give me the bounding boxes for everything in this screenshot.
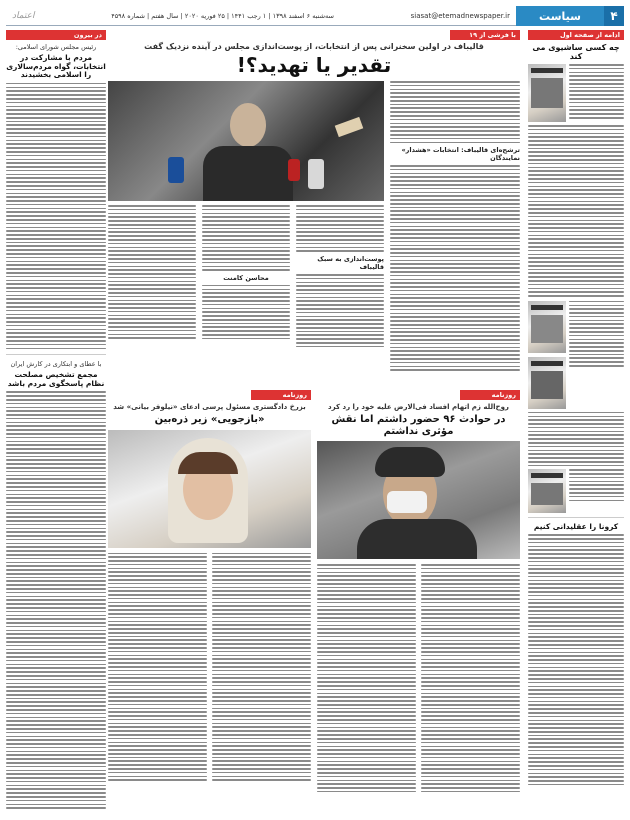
left-column — [6, 30, 106, 815]
main-kicker: قالیباف در اولین سخنرانی پس از انتخابات، از پوست‌اندازی مجلس در آینده نزدیک گفت — [144, 42, 484, 51]
newspaper-thumbnail-2 — [528, 301, 566, 353]
newspaper-thumbnail-3 — [528, 357, 566, 409]
story-zam-kicker: روح‌الله زم اتهام افساد فی‌الارض علیه خود را رد کرد — [328, 403, 509, 411]
story-zam-headline: در حوادث ۹۶ حضور داشتم اما نقش مؤثری نداشتم — [331, 414, 506, 437]
newspaper-thumbnail-1 — [528, 64, 566, 122]
story-bayani-label: روزنامه — [251, 390, 311, 400]
newspaper-thumbnail-4 — [528, 469, 566, 513]
story-zam-photo — [317, 441, 520, 559]
page-header — [6, 6, 624, 26]
left-headline: مردم با مشارکت در انتخابات، گواه مردم‌سالاری را اسلامی بخشیدند — [6, 53, 106, 80]
story-bayani — [108, 390, 311, 792]
newspaper-logo: اعتماد — [12, 10, 35, 21]
page-number: ۴ — [604, 6, 624, 26]
main-subhead-3: محاسن کامنت — [223, 273, 269, 282]
main-headline: تقدیر یا تهدید؟! — [236, 53, 392, 77]
left-column-label: در بیرون — [6, 30, 106, 40]
story-bayani-headline: «بازجویی» زیر ذره‌بین — [154, 414, 265, 425]
left-box2-kicker: با عطای و ابتکاری در کارش ایران — [10, 360, 102, 369]
main-column — [108, 30, 520, 815]
main-story-label: با فرشی از ۱۹ — [450, 30, 520, 40]
main-speaker-photo — [108, 81, 384, 201]
header-meta — [6, 6, 516, 26]
main-subhead-1: ترشح‌ه‌ای قالیباف: انتخابات «هشدار» نمایندگان — [401, 146, 520, 163]
story-bayani-photo — [108, 430, 311, 548]
right-column-text — [569, 64, 624, 122]
right-box2-title: کرونا را عقلیدانی کنیم — [533, 522, 619, 532]
story-bayani-kicker: بزرخ دادگستری مسئول پرسی ادعای «نیلوفر بیانی» شد — [113, 403, 306, 411]
issue-date: سه‌شنبه ۶ اسفند ۱۳۹۸ | ۱ رجب ۱۴۴۱ | ۲۵ فوریه ۲۰۲۰ | سال هفتم | شماره ۴۵۹۸ — [111, 11, 334, 20]
left-kicker: رئیس مجلس شورای اسلامی: — [15, 43, 97, 51]
story-zam-label: روزنامه — [460, 390, 520, 400]
right-column-title: چه کسی ساشیوی می کند — [532, 43, 620, 61]
section-email: siasat@etemadnewspaper.ir — [410, 11, 510, 20]
right-column-label: ادامه از صفحه اول — [528, 30, 624, 40]
right-column — [528, 30, 624, 815]
story-zam — [317, 390, 520, 792]
left-box2-headline: مجمع تشخیص مصلحت نظام پاسخگوی مردم باشد — [7, 370, 105, 388]
section-title: سیاست — [516, 6, 604, 26]
main-subhead-2: پوست‌اندازی به سبک قالیباف — [317, 254, 384, 271]
